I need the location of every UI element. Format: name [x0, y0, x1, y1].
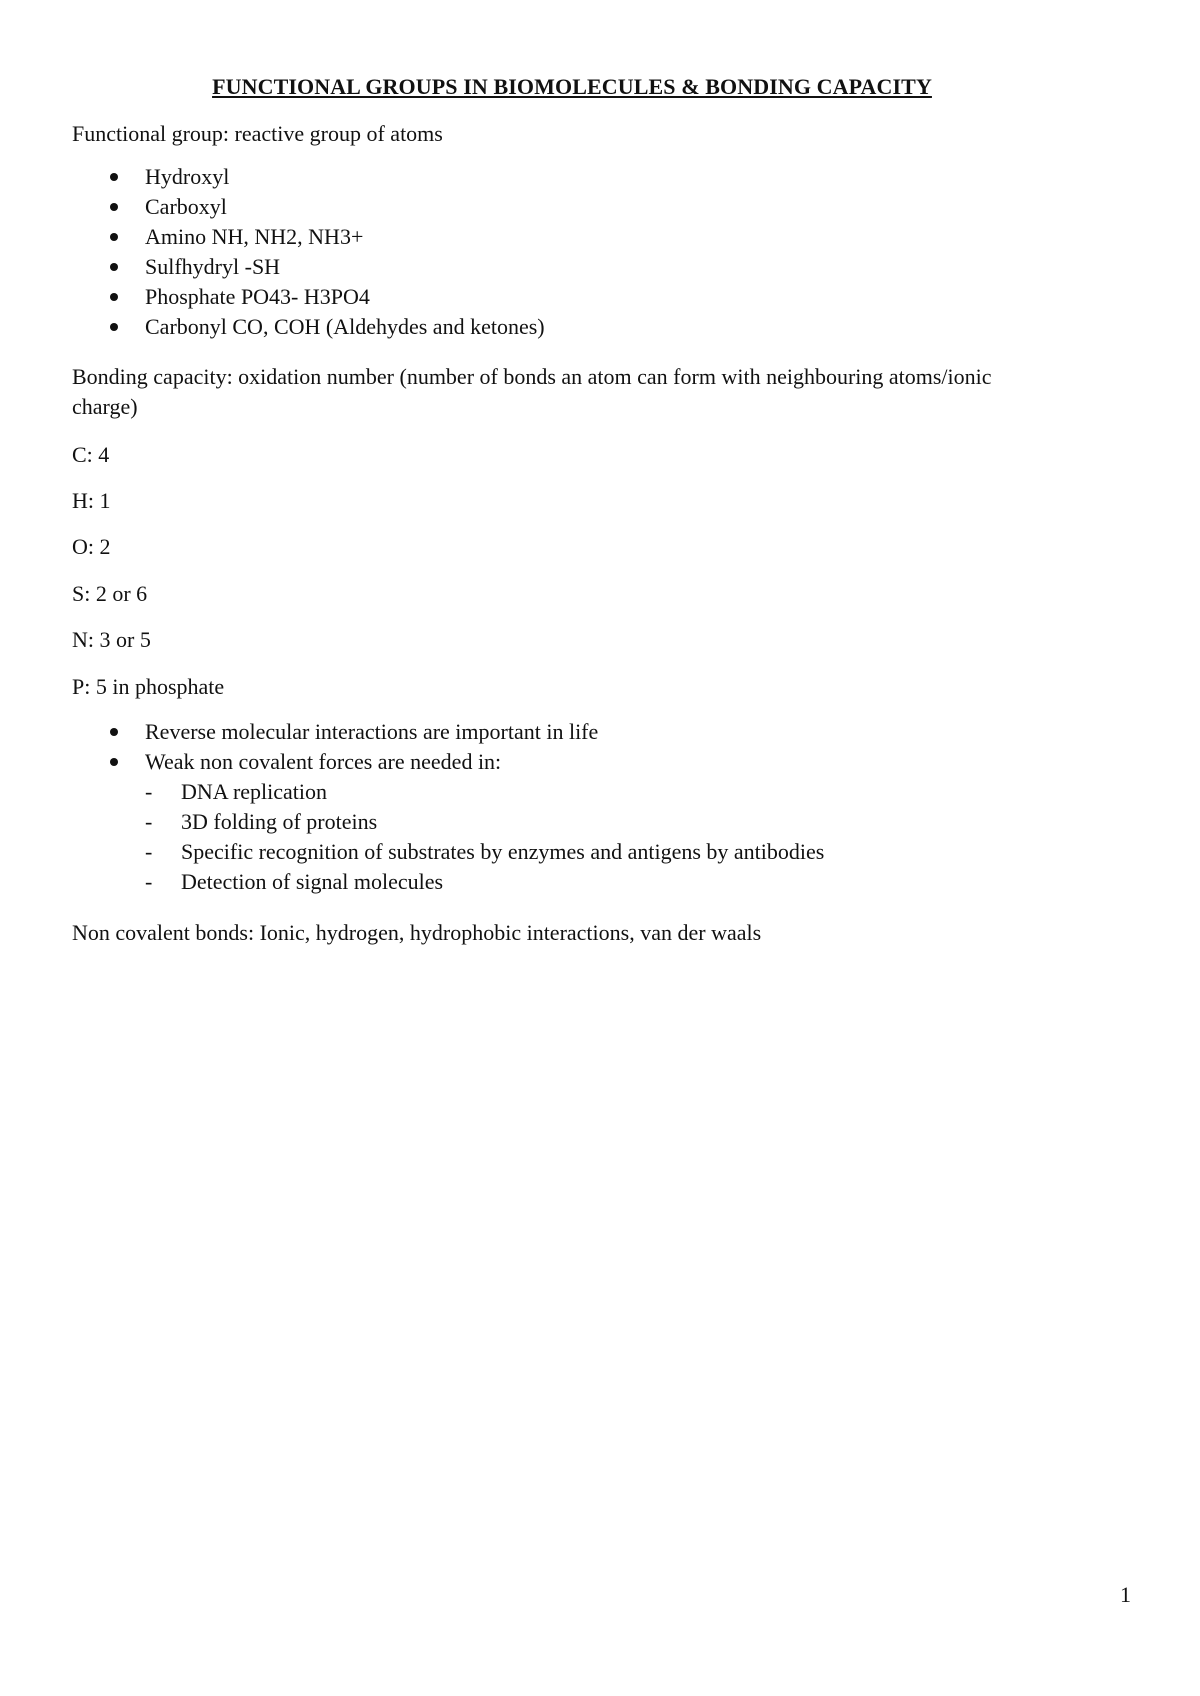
element-bonding-sulfur: S: 2 or 6: [72, 581, 148, 606]
dash-marker: -: [145, 839, 153, 864]
bullet-icon: [110, 323, 118, 331]
bullet-icon: [110, 758, 118, 766]
list-item: - Specific recognition of substrates by enzymes and antigens by antibodies: [72, 837, 824, 867]
non-covalent-needs-list: [72, 777, 824, 897]
interactions-list: [72, 717, 824, 897]
list-item: Carbonyl CO, COH (Aldehydes and ketones): [72, 312, 545, 342]
list-item: Amino NH, NH2, NH3+: [72, 222, 545, 252]
list-item: Phosphate PO43- H3PO4: [72, 282, 545, 312]
list-item: - DNA replication: [72, 777, 824, 807]
document-title: FUNCTIONAL GROUPS IN BIOMOLECULES & BONDING CAPACITY: [212, 74, 932, 99]
dash-marker: -: [145, 869, 153, 894]
list-item: Carboxyl: [72, 192, 545, 222]
bullet-icon: [110, 203, 118, 211]
list-item: Reverse molecular interactions are important in life: [72, 717, 824, 747]
page-number: 1: [1120, 1582, 1131, 1607]
dash-marker: -: [145, 809, 153, 834]
bullet-icon: [110, 173, 118, 181]
dash-marker: -: [145, 779, 153, 804]
functional-group-definition: Functional group: reactive group of atoms: [72, 121, 443, 146]
element-bonding-oxygen: O: 2: [72, 534, 111, 559]
list-item: - 3D folding of proteins: [72, 807, 824, 837]
list-item: Sulfhydryl -SH: [72, 252, 545, 282]
document-page: [72, 0, 1131, 1696]
functional-groups-list: [72, 162, 545, 342]
bullet-icon: [110, 233, 118, 241]
bullet-icon: [110, 263, 118, 271]
element-bonding-hydrogen: H: 1: [72, 488, 111, 513]
list-item: - Detection of signal molecules: [72, 867, 824, 897]
list-item: Weak non covalent forces are needed in: - DNA replication - 3D folding of proteins - Specific recognition of substrates by enzymes and antigens by antibodies - Detection of signal molecules: [72, 747, 824, 897]
element-bonding-nitrogen: N: 3 or 5: [72, 627, 151, 652]
bonding-capacity-definition: Bonding capacity: oxidation number (number of bonds an atom can form with neighbouring atoms/ionic charge): [72, 364, 992, 419]
non-covalent-bonds: Non covalent bonds: Ionic, hydrogen, hydrophobic interactions, van der waals: [72, 920, 762, 945]
element-bonding-carbon: C: 4: [72, 442, 110, 467]
list-item: Hydroxyl: [72, 162, 545, 192]
bullet-icon: [110, 293, 118, 301]
element-bonding-phosphorus: P: 5 in phosphate: [72, 674, 225, 699]
bullet-icon: [110, 728, 118, 736]
